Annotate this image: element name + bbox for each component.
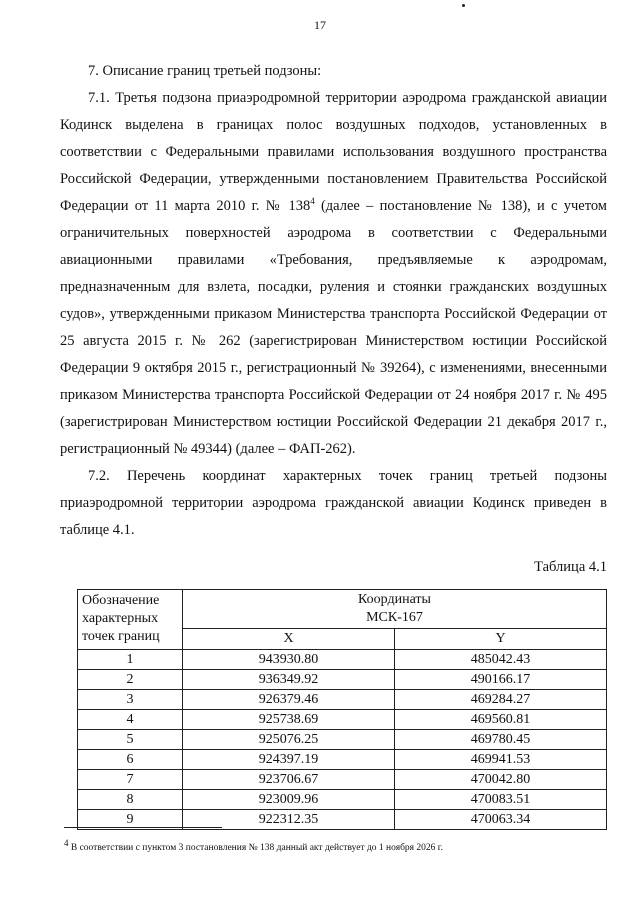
point-number: 3 [78,690,183,710]
coord-y: 469560.81 [395,710,607,730]
header-coordinates [183,590,607,629]
coord-x: 943930.80 [183,650,395,670]
coord-x: 925076.25 [183,730,395,750]
coord-y: 469780.45 [395,730,607,750]
footnote-mark: 4 [64,837,69,848]
coord-y: 470083.51 [395,790,607,810]
coord-y: 485042.43 [395,650,607,670]
coord-x: 922312.35 [183,810,395,830]
table-row [78,790,607,810]
footnote-separator [64,827,222,828]
header-point-label [78,590,183,650]
footnote [64,837,443,854]
point-number: 6 [78,750,183,770]
page-number: 17 [314,18,326,32]
footnote-reference: 4 [310,196,315,207]
footnote-text: В соответствии с пунктом 3 постановления № 138 данный акт действует до 1 ноября 2026 г. [68,843,443,853]
coord-x: 926379.46 [183,690,395,710]
header-y: Y [395,629,607,650]
paragraph-7-1 [60,85,607,463]
coord-y: 470063.34 [395,810,607,830]
point-number: 5 [78,730,183,750]
paragraph-7-2: 7.2. Перечень координат характерных точек границ третьей подзоны приаэродромной территории аэродрома гражданской авиации Кодинск приведен в таблице 4.1. [60,468,607,538]
section-heading: 7. Описание границ третьей подзоны: [88,63,322,79]
coord-x: 936349.92 [183,670,395,690]
coord-x: 923706.67 [183,770,395,790]
table-row [78,690,607,710]
table-row [78,750,607,770]
coordinates-table [77,589,607,830]
header-point-label-line3: точек границ [82,629,160,644]
table-row [78,670,607,690]
point-number: 2 [78,670,183,690]
document-body [60,58,607,830]
header-point-label-line1: Обозначение [82,593,160,608]
table-row [78,770,607,790]
coord-x: 924397.19 [183,750,395,770]
paragraph-7-1-part1: 7.1. Третья подзона приаэродромной территории аэродрома гражданской авиации Кодинск выделена в границах полос воздушных подходов, установленных в соответствии с Федеральными правилами использования воздушного пространства Российской Федерации, утвержденными постановлением Правительства Российской Федерации от 11 марта 2010 г. № 138 [60,90,607,214]
point-number: 7 [78,770,183,790]
coord-x: 923009.96 [183,790,395,810]
scan-dot [462,4,465,7]
point-number: 9 [78,810,183,830]
table-caption: Таблица 4.1 [534,559,607,575]
header-coordinate-system: МСК-167 [366,610,423,625]
point-number: 4 [78,710,183,730]
table-row [78,730,607,750]
point-number: 1 [78,650,183,670]
header-x: X [183,629,395,650]
table-row [78,650,607,670]
coord-y: 470042.80 [395,770,607,790]
header-point-label-line2: характерных [82,611,159,626]
table-row [78,710,607,730]
paragraph-7-1-part2: (далее – постановление № 138), и с учетом ограничительных поверхностей аэродрома в соответствии с Федеральными авиационными правилами «Требования, предъявляемые к аэродромам, предназначенным для взлета, посадки, руления и стоянки гражданских воздушных судов», утвержденными приказом Министерства транспорта Российской Федерации от 25 августа 2015 г. № 262 (зарегистрирован Министерством юстиции Российской Федерации 9 октября 2015 г., регистрационный № 39264), с изменениями, внесенными приказом Министерства транспорта Российской Федерации от 24 ноября 2017 г. № 495 (зарегистрирован Министерством юстиции Российской Федерации 21 декабря 2017 г., регистрационный № 49344) (далее – ФАП-262). [60,198,607,457]
coord-y: 469941.53 [395,750,607,770]
coord-y: 490166.17 [395,670,607,690]
header-coordinates-title: Координаты [358,592,431,607]
coord-y: 469284.27 [395,690,607,710]
point-number: 8 [78,790,183,810]
coord-x: 925738.69 [183,710,395,730]
